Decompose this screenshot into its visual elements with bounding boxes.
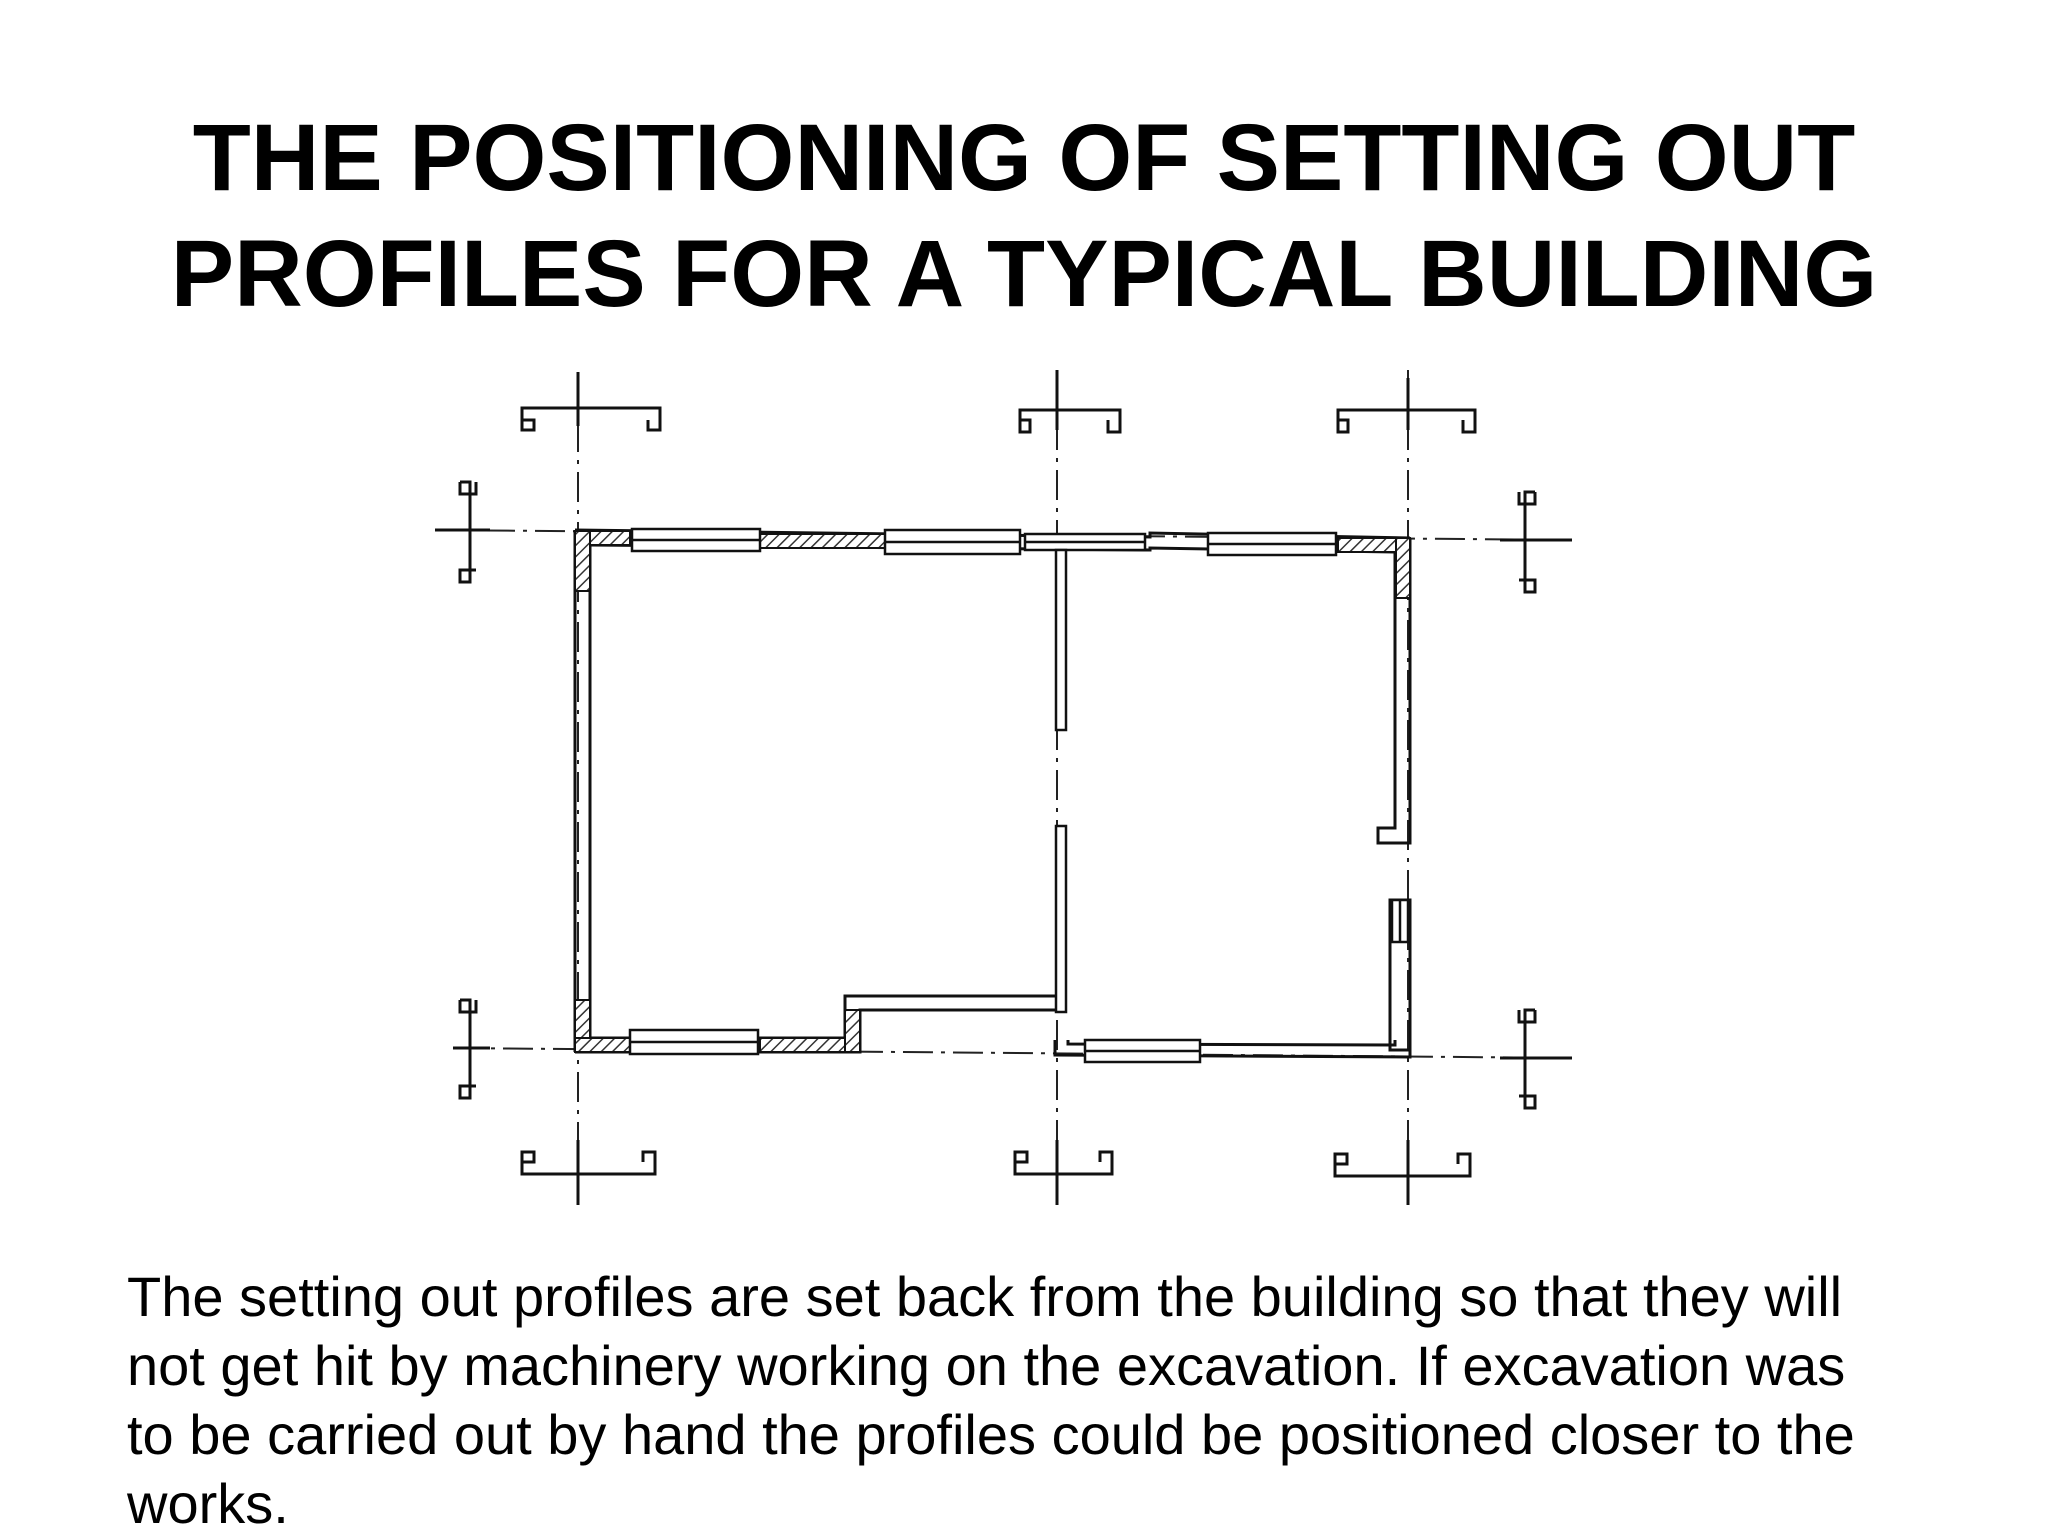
profile-bottom-middle xyxy=(1015,1140,1112,1205)
title-line-2: PROFILES FOR A TYPICAL BUILDING xyxy=(170,221,1878,327)
caption-line-2: not get hit by machinery working on the excavation. If excavation was xyxy=(127,1334,1846,1397)
setting-out-profiles xyxy=(435,370,1572,1205)
profile-right-top xyxy=(1500,492,1572,592)
slide-title xyxy=(0,100,2048,332)
wall-hatching xyxy=(575,531,1410,1052)
external-walls xyxy=(575,530,1410,1057)
windows xyxy=(630,529,1408,1062)
caption-line-4: works. xyxy=(127,1472,289,1535)
profile-top-middle xyxy=(1020,370,1120,432)
caption-line-3: to be carried out by hand the profiles could be positioned closer to the xyxy=(127,1403,1855,1466)
profile-left-bottom xyxy=(453,1000,490,1098)
profile-left-top xyxy=(435,482,490,582)
building-plan-diagram xyxy=(400,330,1580,1210)
profile-right-bottom xyxy=(1500,1010,1572,1108)
profile-bottom-left xyxy=(522,1140,655,1205)
center-lines xyxy=(435,370,1572,1205)
profile-top-right xyxy=(1338,378,1475,432)
profile-top-left xyxy=(522,372,660,430)
caption-text xyxy=(127,1262,1947,1538)
caption-line-1: The setting out profiles are set back from the building so that they will xyxy=(127,1265,1843,1328)
title-line-1: THE POSITIONING OF SETTING OUT xyxy=(192,105,1856,211)
profile-bottom-right xyxy=(1335,1140,1470,1205)
